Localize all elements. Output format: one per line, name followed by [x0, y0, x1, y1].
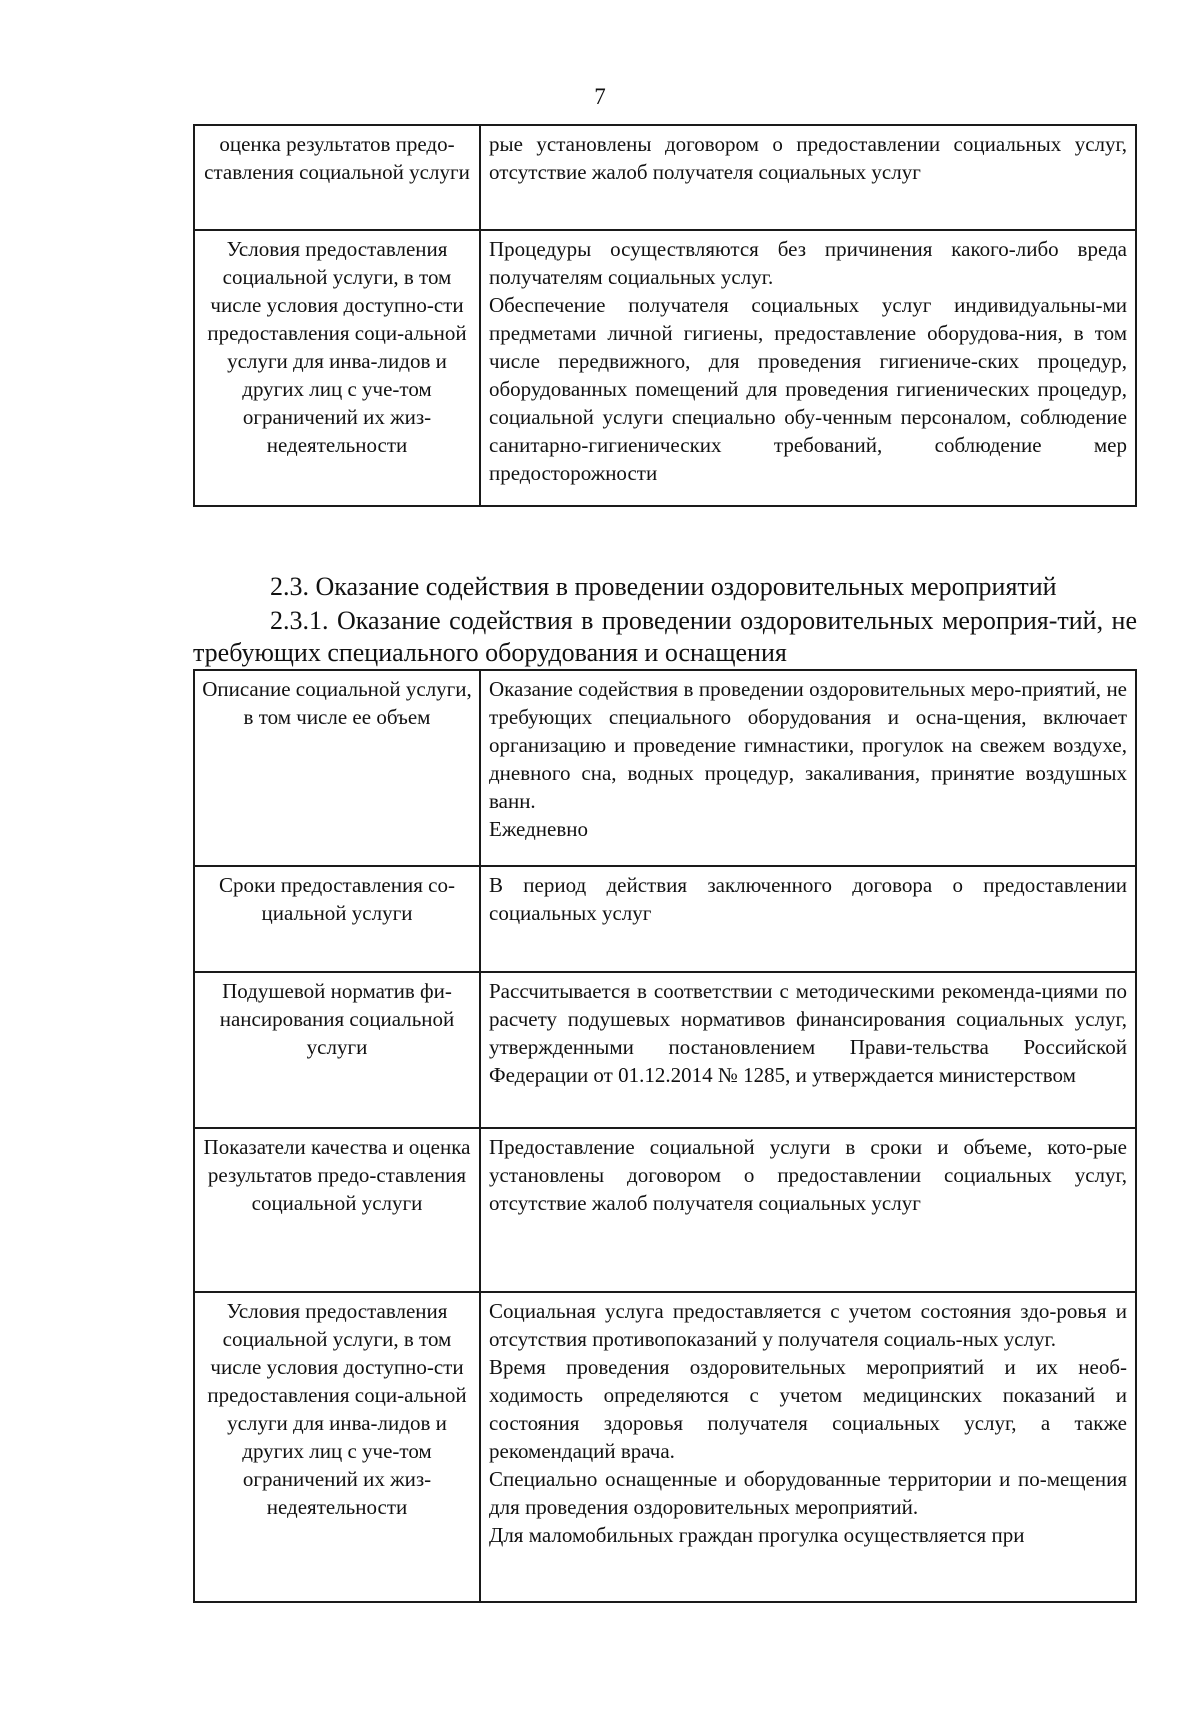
table-continued — [193, 124, 1137, 507]
row-paragraph: В период действия заключенного договора о предоставлении социальных услуг — [489, 873, 1127, 925]
row-content — [480, 866, 1136, 972]
row-paragraph: Рассчитывается в соответствии с методическими рекоменда-циями по расчету подушевых нормативов финансирования социальных услуг, утвержденными постановлением Прави-тельства Российской Федерации от 01.12.2014 № 1285, и утверждается министерством — [489, 979, 1127, 1087]
row-label: оценка результатов предо-ставления социальной услуги — [194, 125, 480, 230]
table-row — [194, 670, 1136, 866]
row-content — [480, 230, 1136, 506]
row-label: Описание социальной услуги, в том числе ее объем — [194, 670, 480, 866]
table-service-description — [193, 669, 1137, 1603]
row-content — [480, 125, 1136, 230]
row-paragraph: Оказание содействия в проведении оздоровительных меро-приятий, не требующих специального оборудования и осна-щения, включает организацию и проведение гимнастики, прогулок на свежем воздухе, дневного сна, водных процедур, закаливания, принятие воздушных ванн. — [489, 677, 1127, 813]
row-content — [480, 670, 1136, 866]
row-content — [480, 1292, 1136, 1602]
row-content — [480, 1128, 1136, 1292]
row-paragraph: Социальная услуга предоставляется с учетом состояния здо-ровья и отсутствия противопоказаний у получателя социаль-ных услуг. — [489, 1299, 1127, 1351]
row-paragraph: рые установлены договором о предоставлении социальных услуг, отсутствие жалоб получателя социальных услуг — [489, 132, 1127, 184]
row-label: Показатели качества и оценка результатов предо-ставления социальной услуги — [194, 1128, 480, 1292]
subsection-heading: 2.3.1. Оказание содействия в проведении оздоровительных мероприя-тий, не требующих специального оборудования и оснащения — [193, 606, 1137, 667]
section-heading: 2.3. Оказание содействия в проведении оздоровительных мероприятий — [270, 572, 1057, 601]
table-row — [194, 230, 1136, 506]
row-label: Сроки предоставления со-циальной услуги — [194, 866, 480, 972]
row-paragraph: Предоставление социальной услуги в сроки и объеме, кото-рые установлены договором о предоставлении социальных услуг, отсутствие жалоб получателя социальных услуг — [489, 1135, 1127, 1215]
row-label: Условия предоставления социальной услуги, в том числе условия доступно-сти предоставления соци-альной услуги для инва-лидов и других лиц с уче-том ограничений их жиз-недеятельности — [194, 230, 480, 506]
row-content — [480, 972, 1136, 1128]
row-paragraph: Специально оснащенные и оборудованные территории и по-мещения для проведения оздоровительных мероприятий. — [489, 1467, 1127, 1519]
table-row — [194, 866, 1136, 972]
table-row — [194, 1128, 1136, 1292]
row-label: Подушевой норматив фи-нансирования социальной услуги — [194, 972, 480, 1128]
row-paragraph: Для маломобильных граждан прогулка осуществляется при — [489, 1523, 1025, 1547]
row-paragraph: Обеспечение получателя социальных услуг индивидуальны-ми предметами личной гигиены, предоставление оборудова-ния, в том числе передвижного, для проведения гигиениче-ских процедур, оборудованных помещений для проведения гигиенических процедур, социальной услуги специально обу-ченным персоналом, соблюдение санитарно-гигиенических требований, соблюдение мер предосторожности — [489, 293, 1127, 485]
row-label: Условия предоставления социальной услуги, в том числе условия доступно-сти предоставления соци-альной услуги для инва-лидов и других лиц с уче-том ограничений их жиз-недеятельности — [194, 1292, 480, 1602]
page-number: 7 — [594, 84, 606, 109]
row-paragraph: Время проведения оздоровительных мероприятий и их необ-ходимость определяются с учетом медицинских показаний и состояния здоровья получателя социальных услуг, а также рекомендаций врача. — [489, 1355, 1127, 1463]
table-row — [194, 1292, 1136, 1602]
row-paragraph: Ежедневно — [489, 817, 589, 841]
table-row — [194, 972, 1136, 1128]
row-paragraph: Процедуры осуществляются без причинения какого-либо вреда получателям социальных услуг. — [489, 237, 1127, 289]
table-row — [194, 125, 1136, 230]
